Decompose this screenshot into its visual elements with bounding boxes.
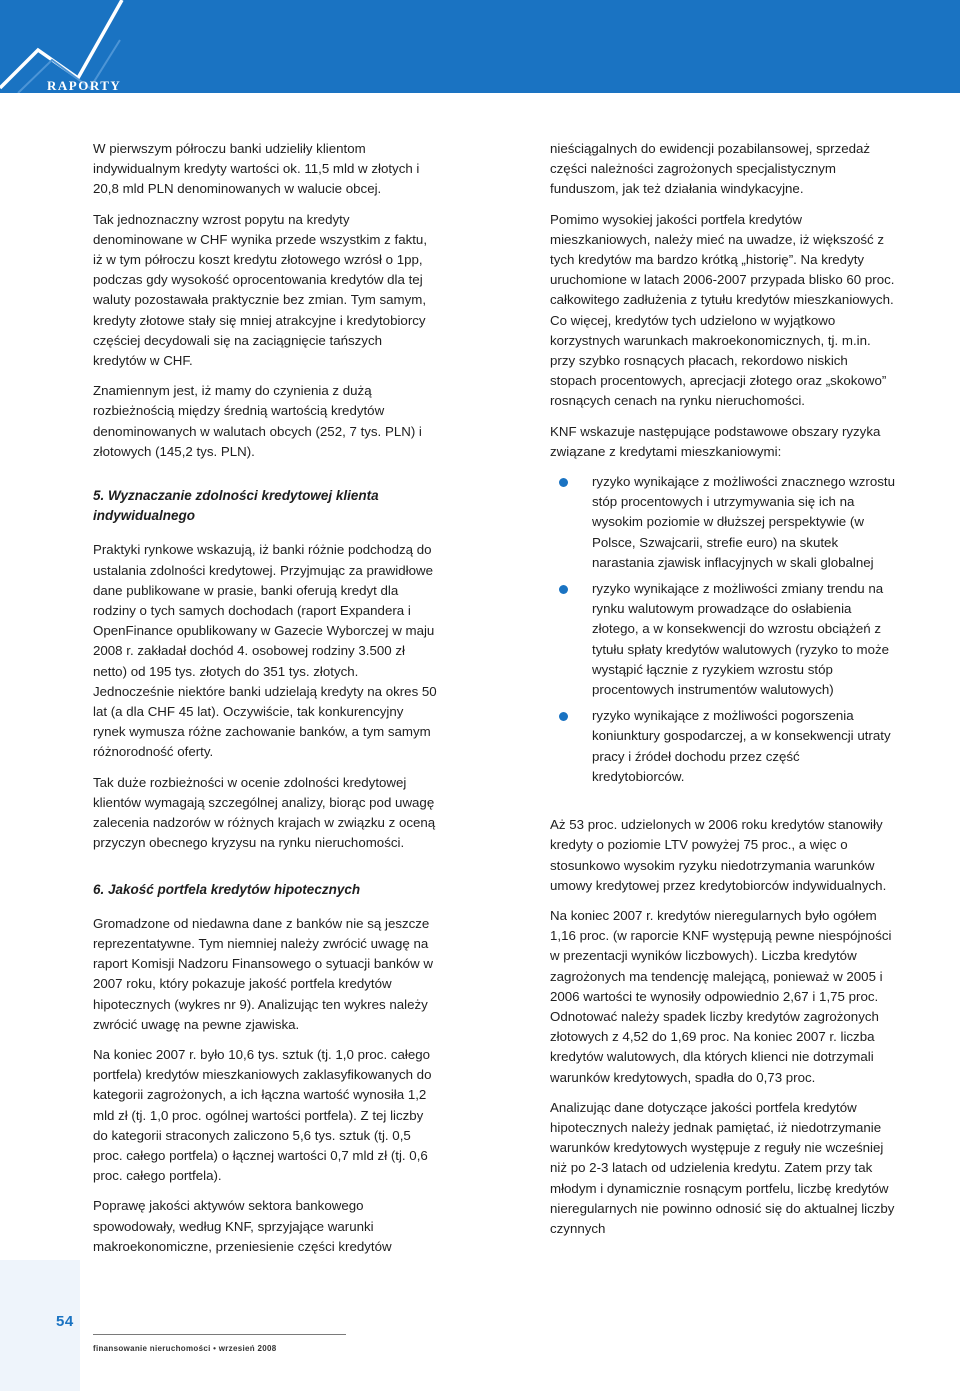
paragraph: Na koniec 2007 r. było 10,6 tys. sztuk (tj. 1,0 proc. całego portfela) kredytów mieszkaniowych zaklasyfikowanych do kategorii zagrożonych, a ich łączna wartość wynosiła 1,2 mld zł (tj. 1,0 proc. ogólnej wartości portfela). Z tej liczby do kategorii straconych zaliczono 5,6 tys. sztuk (tj. 0,5 proc. całego portfela) o łącznej wartości 0,7 mld zł (tj. 0,6 proc. całego portfela). (93, 1046, 432, 1184)
bullet-icon (559, 478, 568, 487)
header-banner (0, 0, 960, 93)
list-item (592, 706, 895, 787)
publication-footer: finansowanie nieruchomości • wrzesień 2008 (93, 1344, 277, 1353)
paragraph: Na koniec 2007 r. kredytów nieregularnych było ogółem 1,16 proc. (w raporcie KNF występują pewne niespójności w prezentacji wyników liczbowych). Liczba kredytów zagrożonych ma tendencję malejącą, ponieważ w 2005 i 2006 wartości te wynosiły odpowiednio 2,67 i 1,75 proc. Odnotować należy spadek liczby kredytów zagrożonych złotowych z 4,52 do 1,69 proc. Na koniec 2007 r. liczba kredytów walutowych, dla których klienci nie dotrzymali warunków kredytowych, spadła do 0,73 proc. (550, 907, 892, 1085)
page-number: 54 (56, 1313, 74, 1330)
swoosh-graphic (0, 0, 960, 93)
list-item-text: ryzyko wynikające z możliwości znacznego wzrostu stóp procentowych i utrzymywania się ich na wysokim poziomie w dłuższej perspektywie (w Polsce, Szwajcarii, strefie euro) na skutek narastania zjawisk inflacyjnych w skali globalnej (592, 474, 895, 570)
bullet-icon (559, 585, 568, 594)
list-item (592, 579, 895, 700)
paragraph: nieściągalnych do ewidencji pozabilansowej, sprzedaż części należności zagrożonych specjalistycznym funduszom, jak też działania windykacyjne. (550, 141, 871, 197)
paragraph: Znamiennym jest, iż mamy do czynienia z dużą rozbieżnością między średnią wartością kredytów denominowanych w walutach obcych (252, 7 tys. PLN) i złotowych (145,2 tys. PLN). (93, 383, 422, 459)
list-item-text: ryzyko wynikające z możliwości pogorszenia koniunktury gospodarczej, a w konsekwencji utraty pracy i źródeł dochodu przez część kredytobiorców. (592, 708, 891, 784)
paragraph: Tak jednoznaczny wzrost popytu na kredyty denominowane w CHF wynika przede wszystkim z faktu, iż w tym półroczu koszt kredytu złotowego wzrósł o 1pp, podczas gdy wysokość oprocentowania kredytów dla tej waluty pozostawała praktycznie bez zmian. Tym samym, kredyty złotowe stały się mniej atrakcyjne i kredytobiorcy częściej decydowali się na zaciągnięcie tańszych kredytów w CHF. (93, 211, 428, 369)
section-heading-6: 6. Jakość portfela kredytów hipotecznych (93, 881, 361, 897)
paragraph: KNF wskazuje następujące podstawowe obszary ryzyka związane z kredytami mieszkaniowymi: (550, 423, 881, 459)
right-column (550, 139, 895, 1249)
paragraph: W pierwszym półroczu banki udzieliły klientom indywidualnym kredyty wartości ok. 11,5 mld w złotych i 20,8 mld PLN denominowanych w walucie obcej. (93, 141, 420, 197)
footer-divider (93, 1334, 346, 1335)
section-label: RAPORTY (47, 78, 122, 93)
left-column (93, 139, 438, 1267)
paragraph: Pomimo wysokiej jakości portfela kredytów mieszkaniowych, należy mieć na uwadze, iż większość z tych kredytów ma bardzo krótką „historię”. Na kredyty uruchomione w latach 2006-2007 przypada blisko 60 proc. całkowitego zadłużenia z tytułu kredytów mieszkaniowych. Co więcej, kredytów tych udzielono w wyjątkowo korzystnych warunkach makroekonomicznych, tj. m.in. przy szybko rosnących płacach, rekordowo niskich stopach procentowych, aprecjacji złotego oraz „skokowo” rosnących cenach na rynku nieruchomości. (550, 211, 895, 409)
section-heading-5: 5. Wyznaczanie zdolności kredytowej klienta indywidualnego (93, 488, 379, 524)
paragraph: Analizując dane dotyczące jakości portfela kredytów hipotecznych należy jednak pamiętać, iż niedotrzymanie warunków kredytowych występuje z reguły nie wcześniej niż po 2-3 latach od udzielenia kredytu. Zatem przy tak młodym i dynamicznie rosnącym portfelu, liczbę kredytów nieregularnych nie powinno odnosić się do aktualnej liczby czynnych (550, 1099, 895, 1236)
paragraph: Tak duże rozbieżności w ocenie zdolności kredytowej klientów wymagają szczególnej analizy, biorąc pod uwagę zalecenia nadzorów w różnych krajach w związku z oceną przyczyn obecnego kryzysu na rynku nieruchomości. (93, 774, 436, 851)
paragraph: Gromadzone od niedawna dane z banków nie są jeszcze reprezentatywne. Tym niemniej należy zwrócić uwagę na raport Komisji Nadzoru Finansowego o sytuacji banków w 2007 roku, który pokazuje jakość portfela kredytów hipotecznych (wykres nr 9). Analizując ten wykres należy zwrócić uwagę na pewne zjawiska. (93, 915, 433, 1032)
list-item (592, 472, 895, 573)
paragraph: Aż 53 proc. udzielonych w 2006 roku kredytów stanowiły kredyty o poziomie LTV powyżej 75 proc., a więc o stosunkowo wysokim ryzyku niedotrzymania warunków umowy kredytowej przez kredytobiorców indywidualnych. (550, 817, 887, 893)
risk-list (550, 472, 895, 787)
paragraph: Praktyki rynkowe wskazują, iż banki różnie podchodzą do ustalania zdolności kredytowej. Przyjmując za prawidłowe dane publikowane w prasie, banki oferują kredyt dla rodziny o tych samych dochodach (raport Expandera i OpenFinance opublikowany w Gazecie Wyborczej w maju 2008 r. zakładał dochód 4. osobowej rodziny 3.500 zł netto) od 195 tys. złotych do 351 tys. złotych. Jednocześnie niektóre banki udzielają kredyty na okres 50 lat (a dla CHF 45 lat). Oczywiście, tak konkurencyjny rynek wymusza różne zachowanie banków, a tym samym różnorodność oferty. (93, 542, 437, 760)
paragraph: Poprawę jakości aktywów sektora bankowego spowodowały, według KNF, sprzyjające warunki makroekonomiczne, przeniesienie części kredytów (93, 1198, 392, 1254)
bullet-icon (559, 712, 568, 721)
list-item-text: ryzyko wynikające z możliwości zmiany trendu na rynku walutowym prowadzące do osłabienia złotego, a w konsekwencji do wzrostu obciążeń z tytułu spłaty kredytów walutowych (ryzyko to może wystąpić łącznie z ryzykiem wzrostu stóp procentowych instrumentów walutowych) (592, 581, 890, 698)
